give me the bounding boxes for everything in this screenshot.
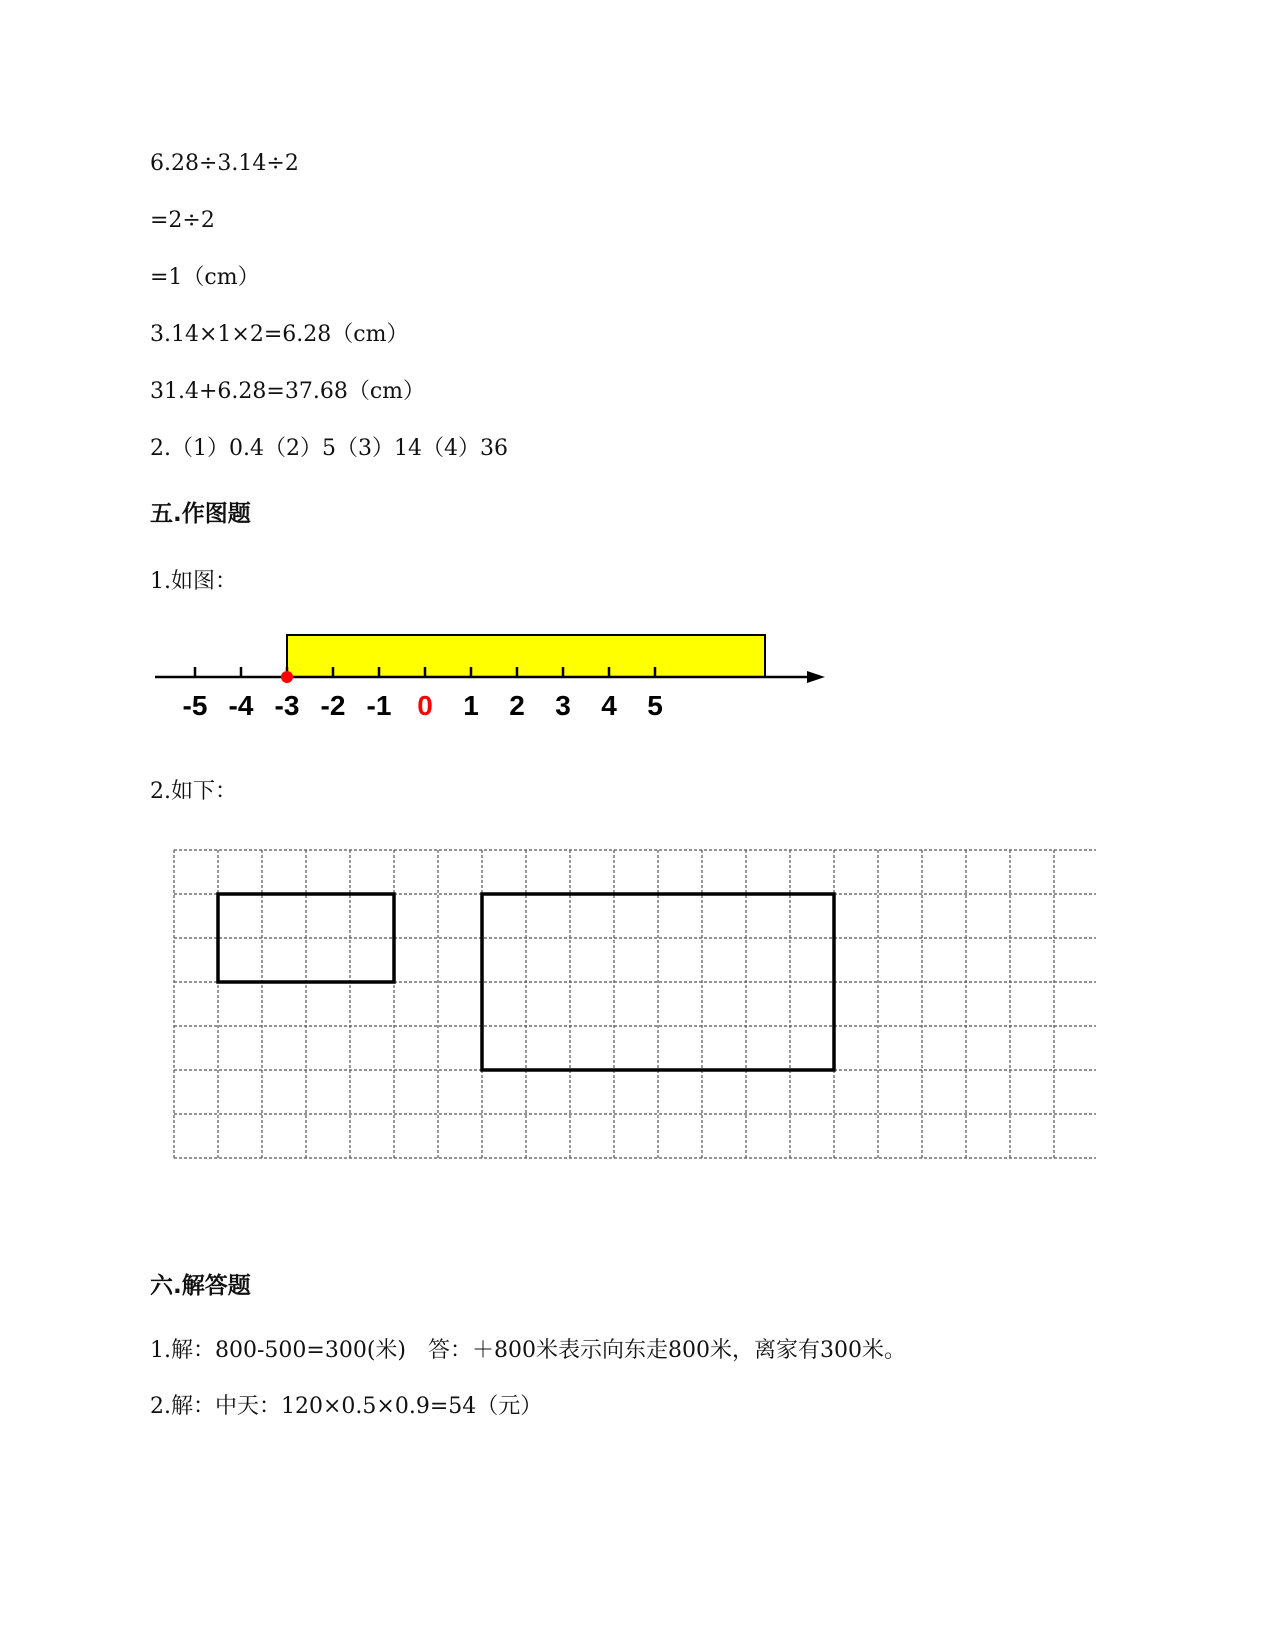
drawing-grid — [172, 848, 1096, 1192]
tick-label-3: 3 — [555, 690, 571, 721]
calc-line-3: =1（cm） — [150, 265, 260, 290]
question-2-label: 2.如下： — [150, 779, 237, 804]
calc-line-4: 3.14×1×2=6.28（cm） — [150, 322, 409, 347]
calc-line-2: =2÷2 — [150, 208, 215, 233]
tick-label-4: 4 — [601, 690, 617, 721]
start-point — [281, 671, 293, 683]
tick-label-1: 1 — [463, 690, 479, 721]
section-6-heading: 六.解答题 — [150, 1273, 251, 1299]
calc-line-5: 31.4+6.28=37.68（cm） — [150, 379, 426, 404]
tick-label--2: -2 — [320, 690, 346, 721]
tick-label--1: -1 — [366, 690, 392, 721]
tick-label-0: 0 — [417, 690, 433, 721]
answer-1: 1.解：800-500=300(米) 答：＋800米表示向东走800米，离家有300米。 — [150, 1338, 906, 1363]
calc-line-6: 2.（1）0.4（2）5（3）14（4）36 — [150, 436, 508, 461]
tick-label-5: 5 — [647, 690, 663, 721]
question-1-label: 1.如图： — [150, 569, 237, 594]
axis-arrow-icon — [807, 671, 825, 683]
number-line — [145, 625, 855, 725]
tick-label-2: 2 — [509, 690, 525, 721]
section-5-heading: 五.作图题 — [150, 501, 251, 527]
tick-label--4: -4 — [228, 690, 254, 721]
solution-band — [287, 635, 765, 677]
tick-label--3: -3 — [274, 690, 300, 721]
calc-line-1: 6.28÷3.14÷2 — [150, 151, 299, 176]
answer-2: 2.解：中天：120×0.5×0.9=54（元） — [150, 1394, 543, 1419]
tick-label--5: -5 — [182, 690, 208, 721]
